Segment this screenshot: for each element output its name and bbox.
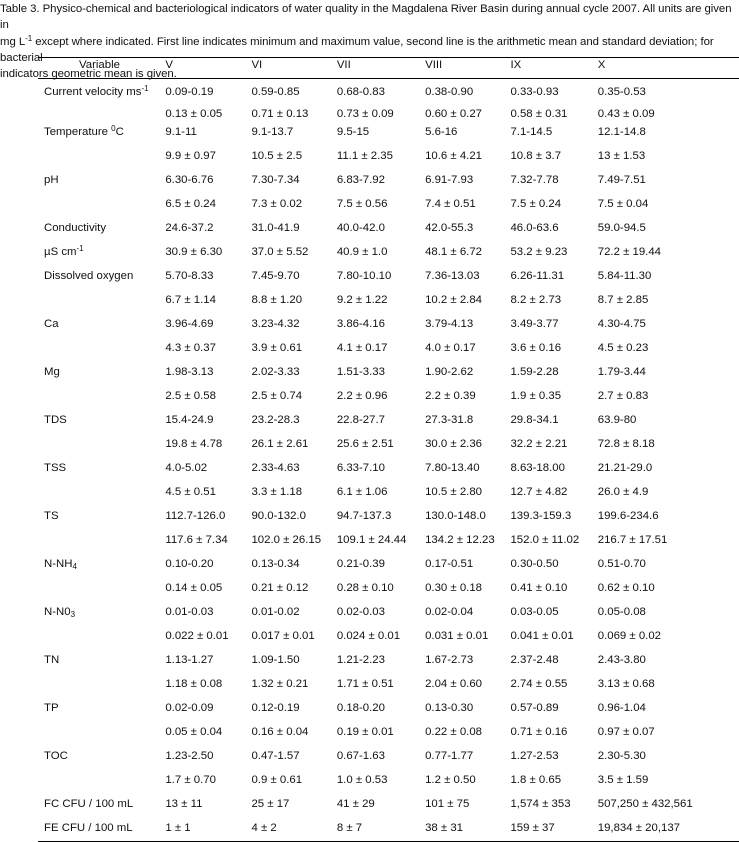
mean-cell: 37.0 ± 5.52	[251, 246, 309, 258]
mean-cell: 8.2 ± 2.73	[510, 294, 562, 306]
range-cell: 9.1-13.7	[251, 126, 294, 138]
table-row-mean	[38, 104, 739, 121]
mean-cell: 13 ± 1.53	[597, 150, 646, 162]
mean-cell: 0.031 ± 0.01	[425, 630, 489, 642]
range-cell: 31.0-41.9	[251, 222, 300, 234]
mean-cell: 2.5 ± 0.58	[165, 390, 216, 402]
range-cell: 199.6-234.6	[597, 510, 659, 522]
mean-cell: 72.2 ± 19.44	[597, 246, 661, 258]
table-row-mean	[38, 769, 739, 793]
mean-cell: 0.9 ± 0.61	[251, 774, 303, 786]
mean-cell: 2.2 ± 0.39	[425, 390, 476, 402]
table-row-range	[38, 121, 739, 145]
range-cell: 7.32-7.78	[510, 174, 559, 186]
mean-cell: 6.7 ± 1.14	[165, 294, 216, 306]
range-cell: 1.51-3.33	[336, 366, 385, 378]
table-row-mean	[38, 241, 739, 265]
table-row-range	[38, 409, 739, 433]
range-cell: 6.91-7.93	[425, 174, 474, 186]
table-row-mean	[38, 721, 739, 745]
mean-cell: 2.74 ± 0.55	[510, 678, 568, 690]
range-cell: 0.67-1.63	[336, 750, 385, 762]
mean-cell: 2.7 ± 0.83	[597, 390, 649, 402]
range-cell: 21.21-29.0	[597, 462, 653, 474]
variable-label: FE CFU / 100 mL	[44, 822, 133, 834]
mean-cell: 3.13 ± 0.68	[597, 678, 655, 690]
range-cell: 0.10-0.20	[165, 558, 214, 570]
variable-label	[38, 553, 165, 577]
mean-cell: 0.97 ± 0.07	[597, 726, 655, 738]
table-row-range	[38, 361, 739, 385]
range-cell: 63.9-80	[597, 414, 637, 426]
mean-cell: 10.5 ± 2.80	[425, 486, 483, 498]
mean-cell: 0.017 ± 0.01	[251, 630, 315, 642]
mean-cell: 0.14 ± 0.05	[165, 582, 223, 594]
variable-subscript: 3	[70, 610, 76, 619]
mean-cell: 1.8 ± 0.65	[510, 774, 562, 786]
range-cell: 1.09-1.50	[251, 654, 300, 666]
variable-name: TOC	[44, 750, 68, 762]
variable-superscript: 0	[111, 124, 116, 133]
table-row-range	[38, 553, 739, 577]
mean-cell: 0.58 ± 0.31	[510, 108, 568, 120]
range-cell: 3.79-4.13	[425, 318, 474, 330]
header-month: VI	[251, 59, 263, 71]
range-cell: 1.98-3.13	[165, 366, 214, 378]
range-cell: 0.02-0.04	[425, 606, 474, 618]
variable-label-2	[38, 145, 165, 169]
range-cell: 130.0-148.0	[425, 510, 486, 522]
range-cell: 0.02-0.09	[165, 702, 214, 714]
range-cell: 15.4-24.9	[165, 414, 214, 426]
variable-label	[38, 217, 165, 241]
mean-cell: 8.7 ± 2.85	[597, 294, 649, 306]
range-cell: 0.59-0.85	[251, 86, 300, 98]
range-cell: 1.67-2.73	[425, 654, 474, 666]
table-row-mean	[38, 529, 739, 553]
variable-label	[38, 505, 165, 529]
table-row-mean	[38, 337, 739, 361]
mean-cell: 19.8 ± 4.78	[165, 438, 223, 450]
mean-cell: 3.3 ± 1.18	[251, 486, 303, 498]
range-cell: 1.21-2.23	[336, 654, 385, 666]
mean-cell: 0.022 ± 0.01	[165, 630, 229, 642]
variable-label-2	[38, 577, 165, 601]
variable-label-2	[38, 721, 165, 745]
range-cell: 1.59-2.28	[510, 366, 559, 378]
caption-line-2-text: except where indicated. First line indicates minimum and maximum value, second line is the arithmetic mean and standard deviation; for bacterial	[0, 35, 714, 64]
range-cell: 7.30-7.34	[251, 174, 300, 186]
mean-cell: 134.2 ± 12.23	[425, 534, 495, 546]
variable-label-2	[38, 481, 165, 505]
range-cell: 24.6-37.2	[165, 222, 214, 234]
mean-cell: 26.0 ± 4.9	[597, 486, 649, 498]
variable-name: TSS	[44, 462, 67, 474]
caption-line-3: indicators geometric mean is given.	[0, 68, 177, 81]
mean-cell: 4.5 ± 0.23	[597, 342, 649, 354]
table-row-range	[38, 79, 739, 105]
range-cell: 2.02-3.33	[251, 366, 300, 378]
table-row-range	[38, 649, 739, 673]
table-row-bacteria	[38, 817, 739, 842]
table-row-mean	[38, 145, 739, 169]
variable-label-2	[38, 433, 165, 457]
mean-cell: 0.13 ± 0.05	[165, 108, 223, 120]
range-cell: 0.30-0.50	[510, 558, 559, 570]
range-cell: 1.27-2.53	[510, 750, 559, 762]
variable-name: pH	[44, 174, 59, 186]
mean-cell: 48.1 ± 6.72	[425, 246, 483, 258]
table-row-range	[38, 265, 739, 289]
range-cell: 0.02-0.03	[336, 606, 385, 618]
variable-label	[38, 601, 165, 625]
mean-cell: 109.1 ± 24.44	[336, 534, 407, 546]
range-cell: 0.13-0.34	[251, 558, 300, 570]
geomean-cell: 19,834 ± 20,137	[597, 822, 680, 834]
range-cell: 139.3-159.3	[510, 510, 572, 522]
geomean-cell: 41 ± 29	[336, 798, 375, 810]
range-cell: 27.3-31.8	[425, 414, 474, 426]
range-cell: 2.43-3.80	[597, 654, 646, 666]
variable-label	[38, 409, 165, 433]
mean-cell: 30.0 ± 2.36	[425, 438, 483, 450]
mean-cell: 2.5 ± 0.74	[251, 390, 303, 402]
range-cell: 9.1-11	[165, 126, 197, 138]
variable-label	[38, 745, 165, 769]
mean-cell: 6.1 ± 1.06	[336, 486, 388, 498]
variable-name: N-NH	[44, 558, 73, 570]
table-row-range	[38, 745, 739, 769]
range-cell: 0.57-0.89	[510, 702, 559, 714]
mean-cell: 12.7 ± 4.82	[510, 486, 568, 498]
variable-name: N-N0	[44, 606, 71, 618]
mean-cell: 152.0 ± 11.02	[510, 534, 580, 546]
range-cell: 2.30-5.30	[597, 750, 646, 762]
table-row-mean	[38, 577, 739, 601]
geomean-cell: 1,574 ± 353	[510, 798, 571, 810]
mean-cell: 0.62 ± 0.10	[597, 582, 655, 594]
range-cell: 0.47-1.57	[251, 750, 300, 762]
range-cell: 90.0-132.0	[251, 510, 306, 522]
range-cell: 0.33-0.93	[510, 86, 559, 98]
geomean-cell: 13 ± 11	[165, 798, 203, 810]
mean-cell: 4.0 ± 0.17	[425, 342, 476, 354]
variable-name: Conductivity	[44, 222, 107, 234]
caption-unit-exponent: -1	[25, 33, 33, 43]
variable-name: TS	[44, 510, 59, 522]
mean-cell: 72.8 ± 8.18	[597, 438, 655, 450]
mean-cell: 0.41 ± 0.10	[510, 582, 568, 594]
header-month: IX	[510, 59, 522, 71]
mean-cell: 117.6 ± 7.34	[165, 534, 228, 546]
table-row-range	[38, 697, 739, 721]
water-quality-table	[38, 57, 739, 842]
range-cell: 0.01-0.02	[251, 606, 300, 618]
mean-cell: 40.9 ± 1.0	[336, 246, 388, 258]
mean-cell: 1.18 ± 0.08	[165, 678, 223, 690]
variable-label: FC CFU / 100 mL	[44, 798, 134, 810]
mean-cell: 3.9 ± 0.61	[251, 342, 303, 354]
variable-label-2	[38, 385, 165, 409]
mean-cell: 2.04 ± 0.60	[425, 678, 483, 690]
header-row	[38, 58, 739, 79]
range-cell: 1.23-2.50	[165, 750, 214, 762]
variable-subscript: 4	[72, 562, 77, 571]
header-variable: Variable	[79, 59, 120, 71]
variable-label	[38, 649, 165, 673]
range-cell: 29.8-34.1	[510, 414, 559, 426]
range-cell: 4.30-4.75	[597, 318, 646, 330]
range-cell: 6.83-7.92	[336, 174, 385, 186]
mean-cell: 0.21 ± 0.12	[251, 582, 309, 594]
range-cell: 3.49-3.77	[510, 318, 559, 330]
range-cell: 6.26-11.31	[510, 270, 565, 282]
table-row-mean	[38, 481, 739, 505]
range-cell: 0.68-0.83	[336, 86, 385, 98]
range-cell: 1.90-2.62	[425, 366, 474, 378]
variable-superscript: -1	[141, 84, 149, 93]
mean-cell: 6.5 ± 0.24	[165, 198, 216, 210]
mean-cell: 0.19 ± 0.01	[336, 726, 394, 738]
table-row-mean	[38, 193, 739, 217]
mean-cell: 216.7 ± 17.51	[597, 534, 668, 546]
range-cell: 40.0-42.0	[336, 222, 385, 234]
variable-name: TP	[44, 702, 59, 714]
mean-cell: 1.71 ± 0.51	[336, 678, 394, 690]
range-cell: 59.0-94.5	[597, 222, 646, 234]
variable-label-2	[38, 337, 165, 361]
header-month: X	[597, 59, 606, 71]
variable-unit-exponent: -1	[76, 244, 84, 253]
range-cell: 0.96-1.04	[597, 702, 646, 714]
range-cell: 3.96-4.69	[165, 318, 214, 330]
mean-cell: 26.1 ± 2.61	[251, 438, 309, 450]
variable-name: Temperature	[44, 126, 112, 138]
range-cell: 0.13-0.30	[425, 702, 474, 714]
mean-cell: 0.16 ± 0.04	[251, 726, 309, 738]
range-cell: 7.45-9.70	[251, 270, 300, 282]
range-cell: 7.36-13.03	[425, 270, 480, 282]
mean-cell: 11.1 ± 2.35	[336, 150, 393, 162]
variable-unit: C	[115, 126, 124, 138]
geomean-cell: 4 ± 2	[251, 822, 277, 834]
range-cell: 5.84-11.30	[597, 270, 652, 282]
table-row-range	[38, 313, 739, 337]
table-row-mean	[38, 289, 739, 313]
mean-cell: 0.30 ± 0.18	[425, 582, 483, 594]
range-cell: 9.5-15	[336, 126, 370, 138]
mean-cell: 7.3 ± 0.02	[251, 198, 303, 210]
table-row-mean	[38, 385, 739, 409]
variable-label-2	[38, 529, 165, 553]
header-month: VII	[336, 59, 351, 71]
range-cell: 8.63-18.00	[510, 462, 565, 474]
mean-cell: 0.22 ± 0.08	[425, 726, 483, 738]
range-cell: 112.7-126.0	[165, 510, 226, 522]
mean-cell: 9.9 ± 0.97	[165, 150, 216, 162]
range-cell: 6.30-6.76	[165, 174, 214, 186]
header-month: VIII	[425, 59, 443, 71]
range-cell: 94.7-137.3	[336, 510, 392, 522]
range-cell: 0.35-0.53	[597, 86, 646, 98]
range-cell: 1.79-3.44	[597, 366, 646, 378]
variable-label-2	[38, 673, 165, 697]
variable-label-2	[38, 625, 165, 649]
range-cell: 3.86-4.16	[336, 318, 385, 330]
variable-label-2	[38, 769, 165, 793]
mean-cell: 7.5 ± 0.24	[510, 198, 562, 210]
mean-cell: 4.1 ± 0.17	[336, 342, 388, 354]
table-row-range	[38, 505, 739, 529]
range-cell: 4.0-5.02	[165, 462, 208, 474]
range-cell: 0.21-0.39	[336, 558, 385, 570]
mean-cell: 1.9 ± 0.35	[510, 390, 562, 402]
mean-cell: 10.5 ± 2.5	[251, 150, 303, 162]
variable-name: Current velocity ms	[44, 86, 142, 98]
geomean-cell: 507,250 ± 432,561	[597, 798, 693, 810]
mean-cell: 1.7 ± 0.70	[165, 774, 216, 786]
mean-cell: 0.05 ± 0.04	[165, 726, 223, 738]
table-row-mean	[38, 433, 739, 457]
mean-cell: 53.2 ± 9.23	[510, 246, 568, 258]
caption-unit: mg L	[0, 35, 26, 48]
mean-cell: 4.3 ± 0.37	[165, 342, 216, 354]
variable-label-2	[38, 241, 165, 265]
range-cell: 22.8-27.7	[336, 414, 385, 426]
range-cell: 0.17-0.51	[425, 558, 474, 570]
range-cell: 2.37-2.48	[510, 654, 559, 666]
mean-cell: 25.6 ± 2.51	[336, 438, 394, 450]
variable-label-2	[38, 193, 165, 217]
mean-cell: 0.60 ± 0.27	[425, 108, 483, 120]
mean-cell: 1.0 ± 0.53	[336, 774, 388, 786]
variable-label	[38, 457, 165, 481]
mean-cell: 0.71 ± 0.13	[251, 108, 309, 120]
range-cell: 5.6-16	[425, 126, 458, 138]
range-cell: 7.80-13.40	[425, 462, 480, 474]
mean-cell: 8.8 ± 1.20	[251, 294, 303, 306]
variable-label	[38, 79, 165, 105]
geomean-cell: 25 ± 17	[251, 798, 290, 810]
table-row-range	[38, 217, 739, 241]
mean-cell: 1.2 ± 0.50	[425, 774, 476, 786]
mean-cell: 0.041 ± 0.01	[510, 630, 574, 642]
range-cell: 0.09-0.19	[165, 86, 214, 98]
variable-name: TDS	[44, 414, 67, 426]
variable-name: TN	[44, 654, 60, 666]
range-cell: 0.18-0.20	[336, 702, 385, 714]
range-cell: 0.01-0.03	[165, 606, 214, 618]
range-cell: 0.05-0.08	[597, 606, 646, 618]
range-cell: 12.1-14.8	[597, 126, 646, 138]
mean-cell: 7.5 ± 0.56	[336, 198, 388, 210]
variable-label	[38, 265, 165, 289]
range-cell: 7.49-7.51	[597, 174, 646, 186]
range-cell: 2.33-4.63	[251, 462, 300, 474]
table-row-range	[38, 601, 739, 625]
geomean-cell: 1 ± 1	[165, 822, 191, 834]
range-cell: 0.12-0.19	[251, 702, 300, 714]
geomean-cell: 159 ± 37	[510, 822, 555, 834]
variable-label	[38, 361, 165, 385]
range-cell: 7.1-14.5	[510, 126, 553, 138]
range-cell: 5.70-8.33	[165, 270, 214, 282]
variable-name: Dissolved oxygen	[44, 270, 134, 282]
mean-cell: 10.6 ± 4.21	[425, 150, 483, 162]
table-row-mean	[38, 673, 739, 697]
mean-cell: 4.5 ± 0.51	[165, 486, 216, 498]
mean-cell: 9.2 ± 1.22	[336, 294, 388, 306]
variable-label	[38, 121, 165, 145]
geomean-cell: 101 ± 75	[425, 798, 470, 810]
table-row-bacteria	[38, 793, 739, 817]
header-month: V	[165, 59, 173, 71]
range-cell: 0.03-0.05	[510, 606, 559, 618]
mean-cell: 3.6 ± 0.16	[510, 342, 562, 354]
range-cell: 6.33-7.10	[336, 462, 385, 474]
mean-cell: 7.5 ± 0.04	[597, 198, 649, 210]
table-row-mean	[38, 625, 739, 649]
geomean-cell: 38 ± 31	[425, 822, 464, 834]
variable-label	[38, 697, 165, 721]
variable-label	[38, 313, 165, 337]
table-row-range	[38, 169, 739, 193]
range-cell: 0.38-0.90	[425, 86, 474, 98]
range-cell: 0.77-1.77	[425, 750, 474, 762]
mean-cell: 102.0 ± 26.15	[251, 534, 322, 546]
range-cell: 23.2-28.3	[251, 414, 300, 426]
range-cell: 42.0-55.3	[425, 222, 474, 234]
variable-label-2	[38, 289, 165, 313]
mean-cell: 2.2 ± 0.96	[336, 390, 388, 402]
mean-cell: 30.9 ± 6.30	[165, 246, 223, 258]
mean-cell: 0.28 ± 0.10	[336, 582, 394, 594]
variable-name: Mg	[44, 366, 60, 378]
mean-cell: 1.32 ± 0.21	[251, 678, 309, 690]
variable-label	[38, 169, 165, 193]
variable-label-2	[38, 104, 165, 121]
range-cell: 0.51-0.70	[597, 558, 646, 570]
mean-cell: 10.8 ± 3.7	[510, 150, 562, 162]
mean-cell: 10.2 ± 2.84	[425, 294, 483, 306]
mean-cell: 0.069 ± 0.02	[597, 630, 661, 642]
range-cell: 3.23-4.32	[251, 318, 300, 330]
variable-unit-label: µS cm	[44, 246, 77, 258]
caption-line-1: Table 3. Physico-chemical and bacteriological indicators of water quality in the Magdalena River Basin during annual cycle 2007. All units are given in	[0, 3, 732, 32]
range-cell: 46.0-63.6	[510, 222, 559, 234]
range-cell: 7.80-10.10	[336, 270, 392, 282]
mean-cell: 0.43 ± 0.09	[597, 108, 655, 120]
mean-cell: 32.2 ± 2.21	[510, 438, 568, 450]
mean-cell: 7.4 ± 0.51	[425, 198, 476, 210]
mean-cell: 0.024 ± 0.01	[336, 630, 401, 642]
mean-cell: 3.5 ± 1.59	[597, 774, 649, 786]
range-cell: 1.13-1.27	[165, 654, 214, 666]
table-row-range	[38, 457, 739, 481]
mean-cell: 0.71 ± 0.16	[510, 726, 568, 738]
mean-cell: 0.73 ± 0.09	[336, 108, 394, 120]
geomean-cell: 8 ± 7	[336, 822, 363, 834]
variable-name: Ca	[44, 318, 59, 330]
